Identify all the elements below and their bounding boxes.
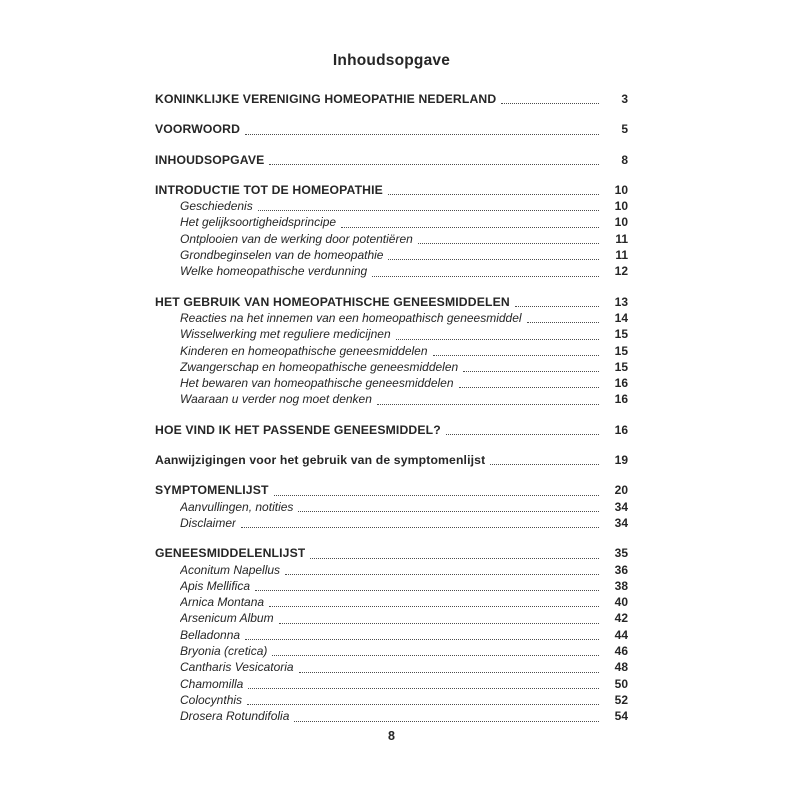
dotted-leader <box>446 434 599 435</box>
toc-heading-row-label: GENEESMIDDELENLIJST <box>155 546 306 561</box>
toc-sub-row <box>155 198 628 214</box>
toc-heading-row-label: Aanwijzigingen voor het gebruik van de symptomenlijst <box>155 453 486 468</box>
toc-sub-row-page-number: 38 <box>614 578 628 593</box>
toc-sub-row <box>155 610 628 626</box>
toc-sub-row <box>155 310 628 326</box>
toc-sub-row <box>155 578 628 594</box>
toc-heading-row <box>155 545 628 561</box>
dotted-leader <box>241 527 599 528</box>
toc-sub-row-label: Ontplooien van de werking door potentiëren <box>180 231 413 246</box>
toc-heading-row-page-number: 19 <box>614 453 628 468</box>
toc-section <box>155 91 628 107</box>
toc-sub-row-page-number: 11 <box>615 231 628 246</box>
toc-sub-row-page-number: 14 <box>614 310 628 325</box>
toc-heading-row <box>155 422 628 438</box>
toc-content <box>155 52 628 739</box>
toc-heading-row-label: INTRODUCTIE TOT DE HOMEOPATHIE <box>155 182 383 197</box>
toc-heading-row-label: VOORWOORD <box>155 122 241 137</box>
toc-section <box>155 452 628 468</box>
toc-heading-row <box>155 91 628 107</box>
toc-sub-row-label: Arnica Montana <box>180 595 265 610</box>
toc-sub-row-page-number: 15 <box>614 359 628 374</box>
toc-heading-row-page-number: 5 <box>621 122 628 137</box>
toc-heading-row <box>155 294 628 310</box>
toc-sub-row-page-number: 12 <box>614 264 628 279</box>
toc-heading-row-page-number: 3 <box>621 92 628 106</box>
toc-sub-row-label: Belladonna <box>180 627 241 642</box>
dotted-leader <box>418 243 599 244</box>
dotted-leader <box>245 639 599 640</box>
dotted-leader <box>396 339 599 340</box>
toc-heading-row <box>155 152 628 168</box>
toc-sub-row <box>155 214 628 230</box>
toc-sub-row <box>155 231 628 247</box>
toc-sub-row-page-number: 34 <box>614 499 628 514</box>
toc-sub-row-label: Aanvullingen, notities <box>180 499 294 514</box>
toc-sub-row-label: Waaraan u verder nog moet denken <box>180 392 372 407</box>
dotted-leader <box>285 574 599 575</box>
toc-sub-row-label: Arsenicum Album <box>180 611 274 626</box>
toc-sub-row <box>155 343 628 359</box>
toc-heading-row-page-number: 13 <box>614 294 628 309</box>
toc-sub-row-label: Zwangerschap en homeopathische geneesmiddelen <box>180 359 459 374</box>
dotted-leader <box>298 511 599 512</box>
toc-section <box>155 545 628 724</box>
dotted-leader <box>490 464 599 465</box>
toc-heading-row-label: HOE VIND IK HET PASSENDE GENEESMIDDEL? <box>155 422 441 437</box>
toc-sub-row <box>155 659 628 675</box>
toc-sub-row-label: Drosera Rotundifolia <box>180 709 290 724</box>
toc-sub-row-label: Colocynthis <box>180 692 243 707</box>
toc-sub-row-page-number: 36 <box>614 562 628 577</box>
toc-heading-row <box>155 121 628 137</box>
toc-heading-row <box>155 452 628 468</box>
toc-sub-row-page-number: 44 <box>614 627 628 642</box>
toc-sub-row-page-number: 15 <box>614 343 628 358</box>
toc-section <box>155 182 628 280</box>
toc-heading-row-page-number: 20 <box>614 483 628 498</box>
dotted-leader <box>515 306 599 307</box>
dotted-leader <box>274 495 599 496</box>
toc-sub-row-page-number: 48 <box>614 660 628 675</box>
toc-heading-row-label: SYMPTOMENLIJST <box>155 483 269 498</box>
toc-sub-row-label: Bryonia (cretica) <box>180 644 268 659</box>
dotted-leader <box>310 558 599 559</box>
toc-sub-row-page-number: 16 <box>614 376 628 391</box>
toc-sub-row <box>155 499 628 515</box>
toc-sub-row-label: Chamomilla <box>180 676 244 691</box>
dotted-leader <box>269 606 599 607</box>
toc-heading-row <box>155 182 628 198</box>
toc-heading-row-page-number: 10 <box>614 182 628 197</box>
dotted-leader <box>269 164 599 165</box>
toc-heading-row <box>155 482 628 498</box>
toc-sub-row <box>155 326 628 342</box>
toc-sub-row-page-number: 52 <box>614 692 628 707</box>
dotted-leader <box>294 721 599 722</box>
dotted-leader <box>501 103 599 104</box>
dotted-leader <box>245 134 599 135</box>
toc-sub-row-page-number: 10 <box>614 215 628 230</box>
toc-sub-row-label: Wisselwerking met reguliere medicijnen <box>180 327 391 342</box>
toc-sub-row-page-number: 15 <box>614 327 628 342</box>
toc-sub-row <box>155 515 628 531</box>
dotted-leader <box>258 210 599 211</box>
dotted-leader <box>248 688 599 689</box>
toc-sub-row <box>155 594 628 610</box>
toc-sub-row-page-number: 16 <box>614 392 628 407</box>
toc-sub-row <box>155 562 628 578</box>
toc-section <box>155 294 628 408</box>
toc-sub-row-label: Kinderen en homeopathische geneesmiddelen <box>180 343 428 358</box>
toc-sub-row-label: Welke homeopathische verdunning <box>180 264 368 279</box>
toc-heading-row-page-number: 16 <box>614 422 628 437</box>
toc-heading-row-label: KONINKLIJKE VERENIGING HOMEOPATHIE NEDERLAND <box>155 92 497 106</box>
toc-section <box>155 482 628 531</box>
dotted-leader <box>527 322 599 323</box>
toc-sub-row-page-number: 11 <box>615 248 628 263</box>
dotted-leader <box>372 276 599 277</box>
page-number: 8 <box>388 729 395 743</box>
toc-sub-row <box>155 263 628 279</box>
toc-sub-row-label: Het gelijksoortigheidsprincipe <box>180 215 337 230</box>
toc-sub-row-page-number: 40 <box>614 595 628 610</box>
toc-heading-row-label: INHOUDSOPGAVE <box>155 152 265 167</box>
toc-section <box>155 422 628 438</box>
toc-sub-row-page-number: 42 <box>614 611 628 626</box>
toc-list <box>155 91 628 725</box>
toc-sub-row <box>155 247 628 263</box>
toc-sub-row <box>155 676 628 692</box>
dotted-leader <box>255 590 599 591</box>
toc-sub-row-label: Disclaimer <box>180 515 237 530</box>
toc-sub-row-page-number: 50 <box>614 676 628 691</box>
toc-heading-row-page-number: 35 <box>614 546 628 561</box>
toc-heading-row-label: HET GEBRUIK VAN HOMEOPATHISCHE GENEESMIDDELEN <box>155 294 510 309</box>
toc-sub-row <box>155 643 628 659</box>
toc-section <box>155 152 628 168</box>
toc-sub-row <box>155 708 628 724</box>
dotted-leader <box>341 227 599 228</box>
dotted-leader <box>247 704 599 705</box>
toc-sub-row-label: Apis Mellifica <box>180 578 251 593</box>
toc-sub-row-page-number: 34 <box>614 515 628 530</box>
toc-sub-row-page-number: 10 <box>614 199 628 214</box>
dotted-leader <box>377 404 599 405</box>
toc-sub-row <box>155 359 628 375</box>
dotted-leader <box>272 655 599 656</box>
dotted-leader <box>388 194 599 195</box>
toc-sub-row-label: Cantharis Vesicatoria <box>180 660 294 675</box>
dotted-leader <box>388 259 599 260</box>
toc-sub-row-label: Grondbeginselen van de homeopathie <box>180 248 384 263</box>
toc-sub-row <box>155 692 628 708</box>
toc-sub-row <box>155 375 628 391</box>
toc-sub-row-page-number: 46 <box>614 644 628 659</box>
toc-sub-row <box>155 391 628 407</box>
toc-sub-row <box>155 627 628 643</box>
toc-sub-row-label: Reacties na het innemen van een homeopathisch geneesmiddel <box>180 310 522 325</box>
toc-sub-row-page-number: 54 <box>614 709 628 724</box>
dotted-leader <box>433 355 599 356</box>
toc-sub-row-label: Het bewaren van homeopathische geneesmiddelen <box>180 376 454 391</box>
dotted-leader <box>463 371 599 372</box>
toc-heading-row-page-number: 8 <box>621 152 628 167</box>
toc-sub-row-label: Geschiedenis <box>180 199 253 214</box>
page-title: Inhoudsopgave <box>332 52 451 69</box>
toc-section <box>155 121 628 137</box>
toc-sub-row-label: Aconitum Napellus <box>180 562 281 577</box>
dotted-leader <box>279 623 599 624</box>
dotted-leader <box>299 672 599 673</box>
dotted-leader <box>459 387 599 388</box>
